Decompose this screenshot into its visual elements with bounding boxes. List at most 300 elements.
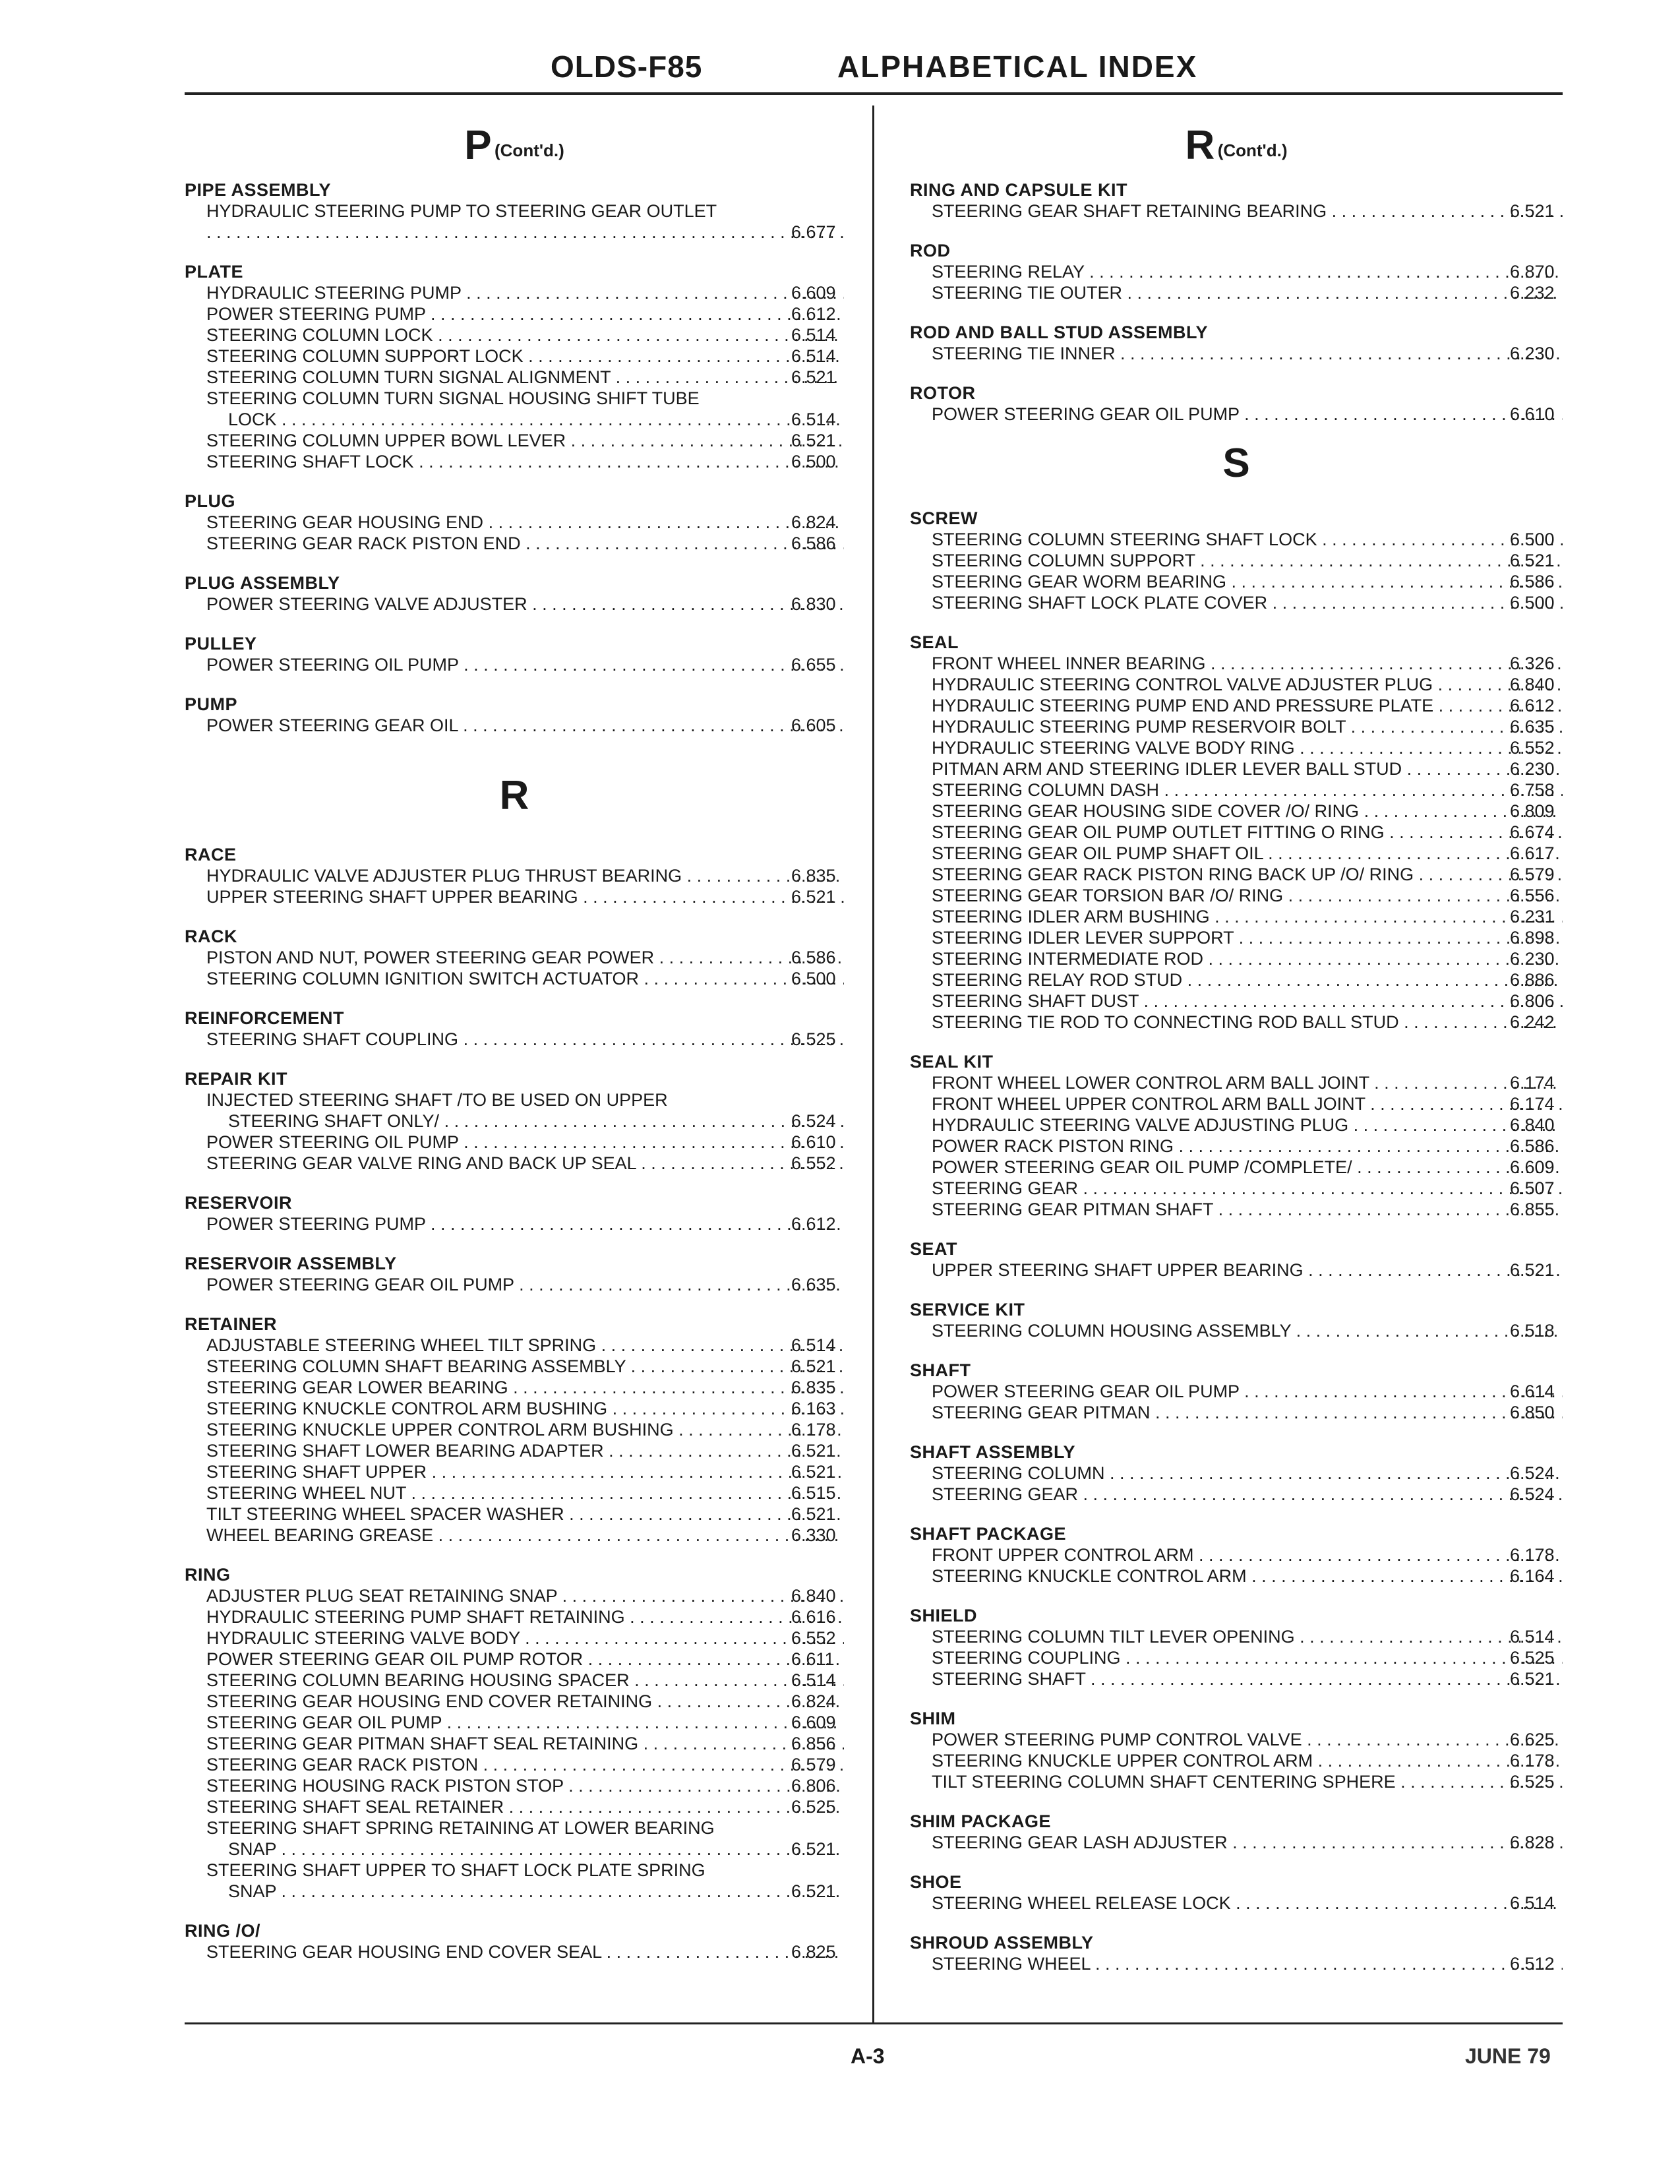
entry-text: STEERING SHAFT SEAL RETAINER . . .	[185, 1796, 844, 1817]
group-title: ROD	[910, 241, 951, 260]
entry-text: HYDRAULIC STEERING PUMP . . .	[185, 282, 844, 303]
entry-text: STEERING GEAR HOUSING END COVER SEAL . . .	[185, 1941, 844, 1962]
index-entry	[910, 1114, 1563, 1136]
index-group	[185, 1192, 844, 1234]
entry-text: STEERING COLUMN STEERING SHAFT LOCK . . .	[910, 529, 1563, 550]
car-model-title: OLDS-F85	[551, 49, 703, 84]
entry-text: STEERING SHAFT LOCK PLATE COVER . . .	[910, 592, 1563, 613]
entry-text: TILT STEERING COLUMN SHAFT CENTERING SPHERE . . .	[910, 1771, 1563, 1792]
group-title: RESERVOIR	[185, 1193, 293, 1213]
index-entry	[185, 1733, 844, 1754]
page-number: 6.840	[1510, 1115, 1555, 1135]
entry-text: PISTON AND NUT, POWER STEERING GEAR POWER . . .	[185, 947, 844, 968]
entry-text: STEERING GEAR OIL PUMP SHAFT OIL . . .	[910, 843, 1563, 864]
page-number: 6.524	[791, 1111, 836, 1131]
page-number: 6.614	[1510, 1381, 1555, 1401]
group-title: SHOE	[910, 1872, 962, 1892]
group-title: RESERVOIR ASSEMBLY	[185, 1254, 397, 1273]
index-entry	[185, 886, 844, 907]
index-entry	[185, 512, 844, 533]
entry-text: STEERING GEAR SHAFT RETAINING BEARING . . .	[910, 200, 1563, 222]
index-entry	[185, 1335, 844, 1356]
page-number: 6.635	[791, 1275, 836, 1294]
page-number: 6.635	[1510, 717, 1555, 737]
page-number: 6.556	[1510, 886, 1555, 905]
index-entry	[185, 1419, 844, 1440]
page-number: 6.231	[1510, 907, 1555, 926]
index-entry	[185, 715, 844, 736]
group-title: SCREW	[910, 508, 978, 528]
index-entry	[185, 1796, 844, 1817]
page-number: 6.525	[1510, 1648, 1555, 1668]
index-entry	[910, 343, 1563, 364]
index-entry	[910, 261, 1563, 282]
index-entry	[910, 571, 1563, 592]
index-group	[185, 1253, 844, 1295]
entry-text: STEERING TIE INNER . . .	[910, 343, 1563, 364]
index-group	[910, 1238, 1563, 1281]
page-number: 6.806	[791, 1776, 836, 1796]
index-entry-wrapped: STEERING SHAFT UPPER TO SHAFT LOCK PLATE SPRING SNAP . . . 6.521	[185, 1860, 844, 1902]
entry-text: STEERING GEAR TORSION BAR /O/ RING . . .	[910, 885, 1563, 906]
index-entry	[185, 1377, 844, 1398]
page-number: 6.521	[791, 1356, 836, 1376]
column-divider	[872, 106, 874, 2024]
index-entry	[185, 593, 844, 615]
entry-text: PITMAN ARM AND STEERING IDLER LEVER BALL STUD . . .	[910, 758, 1563, 779]
entry-text: STEERING COLUMN SHAFT BEARING ASSEMBLY . . .	[185, 1356, 844, 1377]
entry-text: HYDRAULIC STEERING PUMP RESERVOIR BOLT . . .	[910, 716, 1563, 737]
entry-text: POWER STEERING GEAR OIL PUMP /COMPLETE/ . . .	[910, 1157, 1563, 1178]
index-entry	[910, 1093, 1563, 1114]
index-entry	[185, 367, 844, 388]
index-entry	[185, 1213, 844, 1234]
index-entry	[185, 1482, 844, 1503]
index-entry	[910, 653, 1563, 674]
group-title: SHIELD	[910, 1606, 978, 1625]
entry-text: POWER STEERING GEAR OIL PUMP . . .	[910, 404, 1563, 425]
entry-text: POWER STEERING GEAR OIL PUMP . . .	[910, 1381, 1563, 1402]
index-entry	[185, 1440, 844, 1461]
index-entry	[910, 969, 1563, 990]
page-number: 6.230	[1510, 759, 1555, 779]
page-number: 6.230	[1510, 949, 1555, 969]
index-entry	[185, 282, 844, 303]
entry-text: STEERING WHEEL RELEASE LOCK . . .	[910, 1893, 1563, 1914]
page-number: 6.824	[791, 512, 836, 532]
index-entry	[910, 758, 1563, 779]
page-number: 6.609	[791, 1713, 836, 1732]
page-number: 6.609	[1510, 1157, 1555, 1177]
group-title: RACE	[185, 845, 237, 864]
page-number: 6.521	[791, 431, 836, 450]
entry-text: STEERING COLUMN DASH . . .	[910, 779, 1563, 801]
entry-text: STEERING RELAY ROD STUD . . .	[910, 969, 1563, 990]
index-entry	[910, 801, 1563, 822]
index-entry: HYDRAULIC STEERING PUMP TO STEERING GEAR OUTLET . . . 6.677	[185, 200, 844, 243]
entry-text: POWER STEERING GEAR OIL PUMP ROTOR . . .	[185, 1649, 844, 1670]
page-number: 6.518	[1510, 1321, 1555, 1341]
group-title: SHAFT	[910, 1360, 971, 1380]
page-number: 6.521	[1510, 551, 1555, 570]
index-entry	[910, 1668, 1563, 1689]
page-number: 6.612	[791, 1214, 836, 1234]
entry-text: HYDRAULIC STEERING VALVE ADJUSTING PLUG . . .	[910, 1114, 1563, 1136]
section-heading-r: R	[499, 773, 529, 818]
index-entry	[185, 1585, 844, 1606]
page-number: 6.840	[1510, 675, 1555, 694]
page-number: 6.835	[791, 866, 836, 886]
page-number: 6.178	[1510, 1751, 1555, 1771]
entry-text: HYDRAULIC STEERING CONTROL VALVE ADJUSTER PLUG . . .	[910, 674, 1563, 695]
index-entry	[910, 592, 1563, 613]
entry-text: STEERING GEAR VALVE RING AND BACK UP SEAL . . .	[185, 1153, 844, 1174]
index-entry	[910, 1199, 1563, 1220]
index-group	[185, 844, 844, 907]
index-entry	[910, 529, 1563, 550]
entry-text: STEERING WHEEL . . .	[910, 1953, 1563, 1974]
index-group	[910, 322, 1563, 364]
index-entry	[910, 1893, 1563, 1914]
group-title: PLUG ASSEMBLY	[185, 573, 340, 593]
page-number: 6.163	[791, 1399, 836, 1418]
page-number: 6.856	[791, 1734, 836, 1753]
entry-text: STEERING GEAR WORM BEARING . . .	[910, 571, 1563, 592]
group-title: PLUG	[185, 491, 236, 511]
page-number: 6.825	[791, 1942, 836, 1962]
index-entry	[910, 282, 1563, 303]
index-group	[185, 633, 844, 675]
index-group	[910, 179, 1563, 222]
index-group	[910, 1811, 1563, 1853]
entry-text: ADJUSTABLE STEERING WHEEL TILT SPRING . . .	[185, 1335, 844, 1356]
page-number: 6.579	[791, 1755, 836, 1774]
entry-text: POWER STEERING OIL PUMP . . .	[185, 1132, 844, 1153]
page-number: 6.525	[1510, 1772, 1555, 1792]
group-title: SEAT	[910, 1239, 958, 1259]
entry-text: STEERING HOUSING RACK PISTON STOP . . .	[185, 1775, 844, 1796]
page-number: 6.500	[1510, 530, 1555, 549]
entry-text: STEERING GEAR OIL PUMP . . .	[185, 1712, 844, 1733]
index-entry	[910, 1647, 1563, 1668]
page-number: 6.612	[791, 304, 836, 324]
page-number: 6.840	[791, 1586, 836, 1606]
index-entry	[185, 1691, 844, 1712]
entry-text: STEERING GEAR PITMAN . . .	[910, 1402, 1563, 1423]
index-entry	[910, 1729, 1563, 1750]
page-number: 6.870	[1510, 262, 1555, 282]
index-entry	[910, 1136, 1563, 1157]
index-entry	[910, 1544, 1563, 1565]
index-entry	[910, 1626, 1563, 1647]
index-group	[185, 1314, 844, 1546]
page-number: 6.514	[1510, 1627, 1555, 1647]
index-entry	[910, 822, 1563, 843]
index-group	[910, 1299, 1563, 1341]
page-number: 6.521	[791, 367, 836, 387]
entry-text: POWER STEERING VALVE ADJUSTER . . .	[185, 593, 844, 615]
right-column	[910, 125, 1563, 1993]
group-title: PIPE ASSEMBLY	[185, 180, 332, 200]
index-entry	[185, 1503, 844, 1525]
entry-text: POWER STEERING OIL PUMP . . .	[185, 654, 844, 675]
entry-text: POWER RACK PISTON RING . . .	[910, 1136, 1563, 1157]
group-title: PULLEY	[185, 634, 257, 653]
index-entry	[910, 200, 1563, 222]
group-title: RING	[185, 1565, 231, 1585]
index-group	[910, 1708, 1563, 1792]
revision-date: JUNE 79	[1465, 2044, 1551, 2068]
page-number: 6.521	[791, 1441, 836, 1461]
page-number: 6.500	[791, 969, 836, 988]
header-rule	[185, 92, 1563, 95]
index-entry	[910, 779, 1563, 801]
group-title: SHIM PACKAGE	[910, 1811, 1052, 1831]
index-entry-wrapped: INJECTED STEERING SHAFT /TO BE USED ON UPPER STEERING SHAFT ONLY/ . . . 6.524	[185, 1089, 844, 1132]
index-entry	[185, 451, 844, 472]
bottom-rule	[185, 2022, 1563, 2024]
page-number: 6.525	[791, 1797, 836, 1817]
page-number: 6.610	[1510, 404, 1555, 424]
index-entry	[185, 1606, 844, 1627]
entry-text: STEERING COLUMN LOCK . . .	[185, 324, 844, 346]
entry-text: POWER STEERING PUMP . . .	[185, 303, 844, 324]
page-number: 6.610	[791, 1132, 836, 1152]
index-entry	[910, 1463, 1563, 1484]
page-number: 6.521	[1510, 1260, 1555, 1280]
page-number: 6.552	[791, 1153, 836, 1173]
group-title: SEAL KIT	[910, 1052, 994, 1072]
page-number: 6.625	[1510, 1730, 1555, 1749]
entry-text: STEERING GEAR RACK PISTON RING BACK UP /O/ RING . . .	[910, 864, 1563, 885]
entry-text: STEERING GEAR HOUSING SIDE COVER /O/ RING . . .	[910, 801, 1563, 822]
group-title: PLATE	[185, 262, 243, 282]
entry-text: STEERING SHAFT UPPER . . .	[185, 1461, 844, 1482]
index-group	[910, 1441, 1563, 1505]
index-group	[910, 382, 1563, 425]
index-group-pipe-assembly	[185, 179, 844, 243]
index-entry	[185, 1525, 844, 1546]
page-number: 6.500	[1510, 593, 1555, 613]
index-group	[185, 1564, 844, 1902]
index-entry	[185, 303, 844, 324]
index-entry	[185, 1775, 844, 1796]
entry-text: STEERING GEAR LOWER BEARING . . .	[185, 1377, 844, 1398]
group-title: RETAINER	[185, 1314, 278, 1334]
index-entry	[910, 906, 1563, 927]
page-number: 6.507	[1510, 1178, 1555, 1198]
index-group	[185, 1068, 844, 1174]
left-column	[185, 125, 844, 1981]
group-title: REINFORCEMENT	[185, 1008, 344, 1028]
page-number: 6.521	[791, 887, 836, 907]
index-group	[185, 1920, 844, 1962]
index-group	[910, 1051, 1563, 1220]
index-entry	[185, 947, 844, 968]
group-title: ROD AND BALL STUD ASSEMBLY	[910, 322, 1209, 342]
index-entry-wrapped: STEERING SHAFT SPRING RETAINING AT LOWER BEARING SNAP . . . 6.521	[185, 1817, 844, 1860]
entry-text: STEERING GEAR . . .	[910, 1178, 1563, 1199]
page-number: 6.677	[791, 222, 836, 242]
index-entry	[185, 1649, 844, 1670]
index-entry	[910, 737, 1563, 758]
entry-text: STEERING KNUCKLE CONTROL ARM BUSHING . . .	[185, 1398, 844, 1419]
index-entry	[910, 1381, 1563, 1402]
entry-text: WHEEL BEARING GREASE . . .	[185, 1525, 844, 1546]
group-title: RING AND CAPSULE KIT	[910, 180, 1128, 200]
index-entry	[910, 927, 1563, 948]
section-heading-p: P (Cont'd.)	[464, 123, 564, 168]
entry-text: STEERING COLUMN TILT LEVER OPENING . . .	[910, 1626, 1563, 1647]
entry-text: STEERING KNUCKLE UPPER CONTROL ARM . . .	[910, 1750, 1563, 1771]
entry-text: STEERING TIE ROD TO CONNECTING ROD BALL STUD . . .	[910, 1012, 1563, 1033]
page-number: 6.521	[791, 1839, 836, 1859]
index-entry	[910, 1012, 1563, 1033]
page-number: 6.178	[1510, 1545, 1555, 1565]
entry-text: FRONT WHEEL INNER BEARING . . .	[910, 653, 1563, 674]
index-entry	[185, 865, 844, 886]
page-number: 6.521	[1510, 1669, 1555, 1689]
index-entry	[185, 1712, 844, 1733]
entry-text: STEERING RELAY . . .	[910, 261, 1563, 282]
page-number: 6.524	[1510, 1484, 1555, 1504]
index-entry	[910, 1750, 1563, 1771]
index-entry	[910, 695, 1563, 716]
group-title: SERVICE KIT	[910, 1300, 1025, 1320]
page-number: 6.612	[1510, 696, 1555, 715]
page-number: 6.758	[1510, 780, 1555, 800]
page-number: 6.824	[791, 1691, 836, 1711]
index-group	[185, 926, 844, 989]
entry-text: STEERING SHAFT COUPLING . . .	[185, 1029, 844, 1050]
group-title: REPAIR KIT	[185, 1069, 288, 1089]
entry-text: STEERING IDLER LEVER SUPPORT . . .	[910, 927, 1563, 948]
entry-text: UPPER STEERING SHAFT UPPER BEARING . . .	[185, 886, 844, 907]
index-entry	[910, 1178, 1563, 1199]
page-number: 6.512	[1510, 1954, 1555, 1974]
entry-text: STEERING GEAR LASH ADJUSTER . . .	[910, 1832, 1563, 1853]
group-title: SHAFT ASSEMBLY	[910, 1442, 1076, 1462]
page-header	[185, 44, 1563, 96]
index-entry	[910, 885, 1563, 906]
group-title: SHROUD ASSEMBLY	[910, 1933, 1094, 1953]
index-entry	[910, 990, 1563, 1012]
index-entry	[185, 654, 844, 675]
page-number: 6.850	[1510, 1403, 1555, 1422]
page-number: 6.809	[1510, 801, 1555, 821]
index-entry	[185, 1029, 844, 1050]
index-entry	[185, 1941, 844, 1962]
group-title: SHAFT PACKAGE	[910, 1524, 1067, 1544]
entry-text: POWER STEERING PUMP . . .	[185, 1213, 844, 1234]
entry-text: STEERING SHAFT LOCK . . .	[185, 451, 844, 472]
page-number: 6.525	[791, 1029, 836, 1049]
index-entry	[185, 1754, 844, 1775]
index-group	[910, 1932, 1563, 1974]
page-number: 6.521	[1510, 201, 1555, 221]
page-number: 6.174	[1510, 1094, 1555, 1114]
page-number: 6.605	[791, 715, 836, 735]
index-group	[185, 572, 844, 615]
index-group	[910, 1523, 1563, 1587]
index-entry	[185, 1132, 844, 1153]
page-number: 6.514	[791, 1670, 836, 1690]
page-number: 6.164	[1510, 1566, 1555, 1586]
index-entry	[185, 346, 844, 367]
page-number: 6.330	[791, 1525, 836, 1545]
group-title: PUMP	[185, 694, 238, 714]
index-entry	[910, 1484, 1563, 1505]
index-entry	[185, 430, 844, 451]
index-entry	[185, 1461, 844, 1482]
page-number-footer: A-3	[851, 2044, 885, 2068]
page-number: 6.524	[1510, 1463, 1555, 1483]
index-entry	[910, 864, 1563, 885]
entry-text: STEERING SHAFT LOWER BEARING ADAPTER . . .	[185, 1440, 844, 1461]
page-number: 6.514	[791, 410, 836, 429]
index-group	[185, 694, 844, 736]
group-title: SEAL	[910, 632, 959, 652]
entry-text: HYDRAULIC STEERING PUMP END AND PRESSURE PLATE . . .	[910, 695, 1563, 716]
entry-text: FRONT WHEEL LOWER CONTROL ARM BALL JOINT . . .	[910, 1072, 1563, 1093]
entry-text: STEERING COLUMN . . .	[910, 1463, 1563, 1484]
entry-text: POWER STEERING GEAR OIL PUMP . . .	[185, 1274, 844, 1295]
entry-text: STEERING GEAR PITMAN SHAFT SEAL RETAINING . . .	[185, 1733, 844, 1754]
index-entry-wrapped: STEERING COLUMN TURN SIGNAL HOUSING SHIFT TUBE LOCK . . . 6.514	[185, 388, 844, 430]
entry-text: POWER STEERING PUMP CONTROL VALVE . . .	[910, 1729, 1563, 1750]
entry-text: STEERING WHEEL NUT . . .	[185, 1482, 844, 1503]
index-entry	[185, 968, 844, 989]
index-group	[185, 491, 844, 554]
page-number: 6.500	[791, 452, 836, 471]
page-number: 6.521	[791, 1462, 836, 1482]
index-group	[910, 1360, 1563, 1423]
index-entry	[910, 843, 1563, 864]
page-number: 6.828	[1510, 1833, 1555, 1852]
entry-text: STEERING GEAR RACK PISTON END . . .	[185, 533, 844, 554]
index-entry	[910, 1157, 1563, 1178]
index-entry	[185, 1670, 844, 1691]
page-number: 6.674	[1510, 822, 1555, 842]
index-entry	[185, 1356, 844, 1377]
entry-text: STEERING GEAR PITMAN SHAFT . . .	[910, 1199, 1563, 1220]
index-entry	[185, 324, 844, 346]
entry-text: STEERING TIE OUTER . . .	[910, 282, 1563, 303]
page-number: 6.514	[791, 325, 836, 345]
page-number: 6.806	[1510, 991, 1555, 1011]
page-number: 6.232	[1510, 283, 1555, 303]
entry-text: STEERING GEAR HOUSING END . . .	[185, 512, 844, 533]
index-entry	[910, 1771, 1563, 1792]
entry-text: STEERING COLUMN BEARING HOUSING SPACER . . .	[185, 1670, 844, 1691]
entry-text: TILT STEERING WHEEL SPACER WASHER . . .	[185, 1503, 844, 1525]
page-number: 6.514	[1510, 1893, 1555, 1913]
page-number: 6.655	[791, 655, 836, 675]
page-number: 6.521	[791, 1504, 836, 1524]
entry-text: STEERING INTERMEDIATE ROD . . .	[910, 948, 1563, 969]
entry-text: STEERING IDLER ARM BUSHING . . .	[910, 906, 1563, 927]
page-number: 6.586	[791, 533, 836, 553]
index-entry	[185, 1274, 844, 1295]
page-number: 6.552	[791, 1628, 836, 1648]
index-entry	[910, 1565, 1563, 1587]
index-title: ALPHABETICAL INDEX	[837, 49, 1198, 84]
entry-text: FRONT WHEEL UPPER CONTROL ARM BALL JOINT . . .	[910, 1093, 1563, 1114]
entry-text: ADJUSTER PLUG SEAT RETAINING SNAP . . .	[185, 1585, 844, 1606]
entry-text: STEERING GEAR OIL PUMP OUTLET FITTING O RING . . .	[910, 822, 1563, 843]
entry-text: HYDRAULIC STEERING PUMP SHAFT RETAINING . . .	[185, 1606, 844, 1627]
index-group	[910, 1871, 1563, 1914]
